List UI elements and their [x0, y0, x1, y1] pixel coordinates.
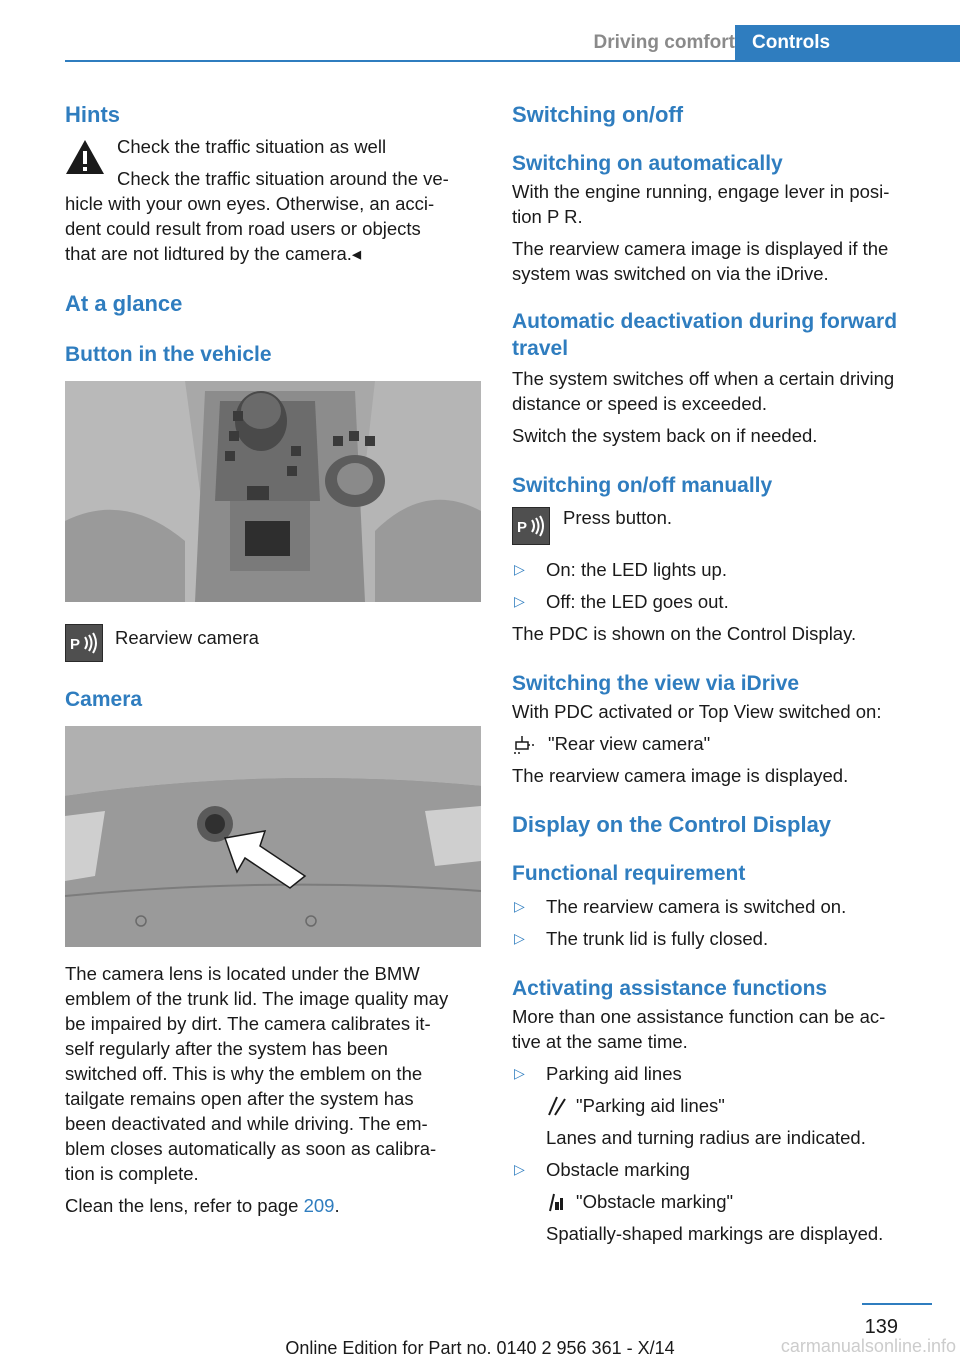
edition-footer: Online Edition for Part no. 0140 2 956 361 - X/14 [285, 1338, 675, 1358]
triangle-bullet-icon: ▷ [514, 898, 525, 914]
press-button-text: Press button. [563, 507, 673, 528]
clean-lens-reference [65, 1193, 481, 1218]
warning-triangle-icon [65, 138, 105, 176]
trunk-lid-photo [65, 726, 481, 947]
list-item [512, 1061, 932, 1150]
auto-on-text-line: With the engine running, engage lever in posi- [512, 181, 890, 202]
clean-lens-text: Clean the lens, refer to page [65, 1195, 304, 1216]
svg-text:P: P [70, 636, 81, 653]
switching-manually-heading: Switching on/off manually [512, 474, 773, 497]
list-item [512, 926, 932, 951]
list-item [512, 557, 932, 582]
list-item-text: Off: the LED goes out. [546, 591, 729, 612]
camera-text-line: The camera lens is located under the BMW [65, 963, 420, 984]
activating-assistance-heading: Activating assistance functions [512, 977, 828, 1000]
obstacle-marking-description: Spatially-shaped markings are displayed. [546, 1223, 884, 1244]
camera-text-line: tion is complete. [65, 1163, 199, 1184]
camera-text-line: tailgate remains open after the system has [65, 1088, 414, 1109]
footer-rule [862, 1303, 932, 1305]
assistance-functions-list [512, 1061, 932, 1246]
rear-view-camera-menu-line [512, 731, 932, 756]
center-console-photo [65, 381, 481, 602]
rear-camera-menu-icon [512, 733, 538, 755]
automatic-deactivation-heading-cont: travel [512, 337, 569, 360]
clean-lens-period: . [334, 1195, 340, 1216]
parking-aid-lines-icon [546, 1095, 568, 1117]
triangle-bullet-icon: ▷ [514, 930, 525, 946]
list-item-text: The rearview camera is switched on. [546, 896, 847, 917]
obstacle-marking-icon [546, 1191, 568, 1213]
list-item [512, 589, 932, 614]
hints-heading: Hints [65, 102, 120, 127]
switching-on-automatically-heading: Switching on automatically [512, 152, 783, 175]
list-item-text: The trunk lid is fully closed. [546, 928, 769, 949]
warning-text-line: hicle with your own eyes. Otherwise, an acci- [65, 193, 435, 214]
trunk-lid-illustration [65, 726, 481, 947]
list-item [512, 894, 932, 919]
parking-aid-description: Lanes and turning radius are indicated. [546, 1127, 866, 1148]
led-state-list [512, 557, 932, 614]
automatic-deactivation-heading: Automatic deactivation during forward [512, 310, 898, 333]
obstacle-marking-menu-text: "Obstacle marking" [576, 1191, 734, 1212]
header-chapter-tab: Controls [735, 25, 960, 62]
warning-text-line: Check the traffic situation around the ve- [117, 168, 449, 189]
camera-text-line: blem closes automatically as soon as calibra- [65, 1138, 437, 1159]
svg-text:P: P [517, 519, 528, 536]
header-section-label: Driving comfort [593, 32, 735, 53]
camera-text-line: be impaired by dirt. The camera calibrates it- [65, 1013, 431, 1034]
parking-aid-menu-line [546, 1093, 932, 1118]
press-button-row [512, 505, 932, 545]
assist-text-line: tive at the same time. [512, 1031, 688, 1052]
auto-off-text-line: Switch the system back on if needed. [512, 425, 818, 446]
page-number: 139 [864, 1316, 898, 1338]
switching-on-off-heading: Switching on/off [512, 102, 684, 127]
rearview-camera-button-icon [65, 624, 103, 662]
triangle-bullet-icon: ▷ [514, 593, 525, 609]
at-a-glance-heading: At a glance [65, 291, 183, 316]
list-item-text: On: the LED lights up. [546, 559, 727, 580]
parking-aid-lines-title: Parking aid lines [546, 1063, 682, 1084]
rearview-camera-label: Rearview camera [115, 626, 259, 648]
camera-text-line: switched off. This is why the emblem on the [65, 1063, 423, 1084]
view-condition-text: With PDC activated or Top View switched on: [512, 701, 882, 722]
list-item [512, 1157, 932, 1246]
pdc-button-icon [512, 507, 550, 545]
auto-on-text-line: The rearview camera image is displayed if the [512, 238, 889, 259]
camera-text-line: been deactivated and while driving. The em- [65, 1113, 428, 1134]
warning-text-line: that are not lidtured by the camera.◂ [65, 243, 362, 264]
warning-title: Check the traffic situation as well [117, 136, 387, 157]
auto-off-text-line: The system switches off when a certain driving [512, 368, 895, 389]
switching-view-heading: Switching the view via iDrive [512, 672, 800, 695]
triangle-bullet-icon: ▷ [514, 1161, 525, 1177]
button-in-vehicle-heading: Button in the vehicle [65, 343, 272, 366]
requirements-list [512, 894, 932, 951]
view-result-text: The rearview camera image is displayed. [512, 765, 849, 786]
parking-aid-menu-text: "Parking aid lines" [576, 1095, 725, 1116]
header-rule [65, 60, 960, 62]
obstacle-marking-title: Obstacle marking [546, 1159, 690, 1180]
display-control-heading: Display on the Control Display [512, 812, 832, 837]
page-header [0, 25, 960, 62]
camera-heading: Camera [65, 688, 143, 711]
auto-on-text-line: tion P R. [512, 206, 583, 227]
camera-text-line: self regularly after the system has been [65, 1038, 388, 1059]
triangle-bullet-icon: ▷ [514, 1065, 525, 1081]
warning-block [65, 134, 481, 266]
auto-on-text-line: system was switched on via the iDrive. [512, 263, 829, 284]
assist-text-line: More than one assistance function can be ac- [512, 1006, 886, 1027]
camera-description [65, 961, 481, 1186]
camera-text-line: emblem of the trunk lid. The image quality may [65, 988, 449, 1009]
page-209-link[interactable]: 209 [303, 1195, 335, 1216]
auto-off-text-line: distance or speed is exceeded. [512, 393, 768, 414]
rear-view-camera-menu-text: "Rear view camera" [548, 733, 711, 754]
watermark: carmanualsonline.info [780, 1336, 956, 1356]
right-column [512, 100, 932, 1246]
warning-text-line: dent could result from road users or objects [65, 218, 421, 239]
pdc-shown-text: The PDC is shown on the Control Display. [512, 623, 857, 644]
rearview-camera-caption [65, 624, 481, 662]
obstacle-marking-menu-line [546, 1189, 932, 1214]
triangle-bullet-icon: ▷ [514, 561, 525, 577]
left-column [65, 100, 481, 1218]
center-console-illustration [65, 381, 481, 602]
functional-requirement-heading: Functional requirement [512, 862, 746, 885]
